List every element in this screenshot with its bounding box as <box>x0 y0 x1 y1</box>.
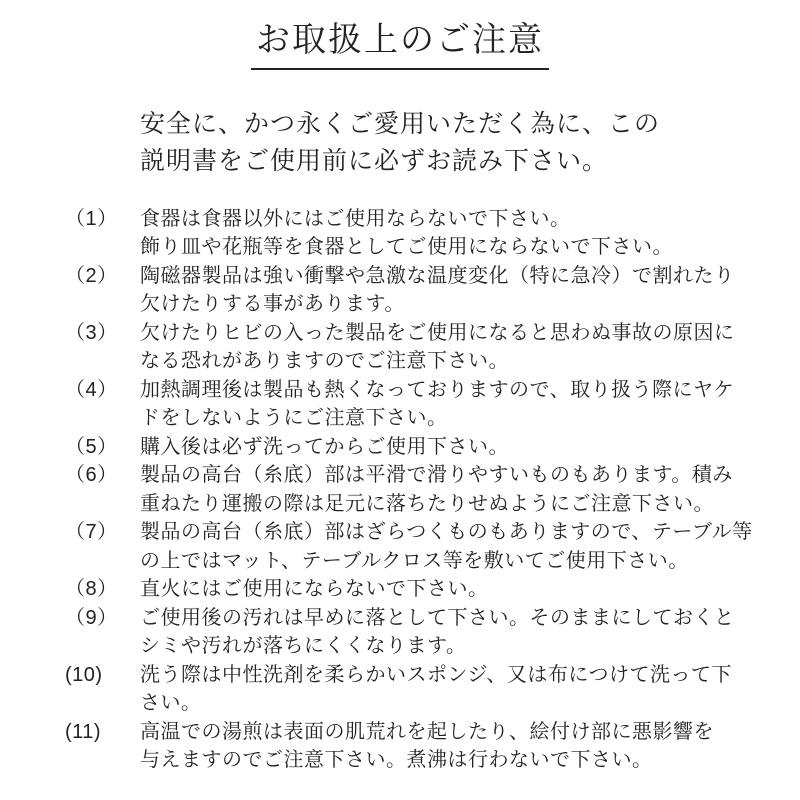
note-text <box>140 604 760 661</box>
note-line: 加熱調理後は製品も熱くなっておりますので、取り扱う際にヤケ <box>140 378 735 401</box>
title-container <box>0 0 800 70</box>
note-item <box>65 433 760 462</box>
note-text <box>140 518 760 575</box>
note-text <box>140 575 760 604</box>
note-item <box>65 319 760 376</box>
note-text <box>140 461 760 518</box>
note-text <box>140 376 760 433</box>
note-number: （6） <box>65 464 118 487</box>
note-number: (11) <box>65 720 102 743</box>
note-item <box>65 604 760 661</box>
note-text <box>140 718 760 775</box>
note-number: （3） <box>65 321 118 344</box>
note-line: 高温での湯煎は表面の肌荒れを起したり、絵付け部に悪影響を <box>140 720 714 743</box>
note-item <box>65 575 760 604</box>
intro-line: 説明書をご使用前に必ずお読み下さい。 <box>140 146 609 175</box>
note-text <box>140 205 760 262</box>
note-line: 製品の高台（糸底）部はざらつくものもありますので、テーブル等 <box>140 521 753 544</box>
note-item <box>65 376 760 433</box>
note-item <box>65 262 760 319</box>
note-number: （2） <box>65 264 118 287</box>
note-item <box>65 461 760 518</box>
note-line: 与えますのでご注意下さい。煮沸は行わないで下さい。 <box>140 749 653 772</box>
note-text <box>140 262 760 319</box>
note-line: の上ではマット、テーブルクロス等を敷いてご使用下さい。 <box>140 549 689 572</box>
note-line: ドをしないようにご注意下さい。 <box>140 407 448 430</box>
note-number: （4） <box>65 378 118 401</box>
note-number: （7） <box>65 521 118 544</box>
note-line: なる恐れがありますのでご注意下さい。 <box>140 350 509 373</box>
note-number: （5） <box>65 435 118 458</box>
note-line: さい。 <box>140 692 202 715</box>
note-line: ご使用後の汚れは早めに落として下さい。そのままにしておくと <box>140 606 735 629</box>
note-line: 欠けたりヒビの入った製品をご使用になると思わぬ事故の原因に <box>140 321 735 344</box>
note-text <box>140 661 760 718</box>
note-text <box>140 433 760 462</box>
note-text <box>140 319 760 376</box>
note-line: 購入後は必ず洗ってからご使用下さい。 <box>140 435 509 458</box>
page-title: お取扱上のご注意 <box>251 20 549 70</box>
note-line: 製品の高台（糸底）部は平滑で滑りやすいものもあります。積み <box>140 464 733 487</box>
intro-line: 安全に、かつ永くご愛用いただく為に、この <box>140 109 661 138</box>
note-number: (10) <box>65 663 103 686</box>
note-line: 直火にはご使用にならないで下さい。 <box>140 578 489 601</box>
intro-text <box>140 106 800 180</box>
note-line: 食器は食器以外にはご使用ならないで下さい。 <box>140 207 571 230</box>
note-number: （1） <box>65 207 118 230</box>
note-number: （9） <box>65 606 118 629</box>
note-line: 洗う際は中性洗剤を柔らかいスポンジ、又は布につけて洗って下 <box>140 663 732 686</box>
note-line: 欠けたりする事があります。 <box>140 293 405 316</box>
note-line: 陶磁器製品は強い衝撃や急激な温度変化（特に急冷）で割れたり <box>140 264 735 287</box>
note-line: 飾り皿や花瓶等を食器としてご使用にならないで下さい。 <box>140 236 673 259</box>
notes-list <box>0 205 800 775</box>
note-item <box>65 718 760 775</box>
note-item <box>65 518 760 575</box>
note-line: シミや汚れが落ちにくくなります。 <box>140 635 467 658</box>
note-line: 重ねたり運搬の際は足元に落ちたりせぬようにご注意下さい。 <box>140 492 714 515</box>
note-item <box>65 205 760 262</box>
note-item <box>65 661 760 718</box>
note-number: （8） <box>65 578 118 601</box>
